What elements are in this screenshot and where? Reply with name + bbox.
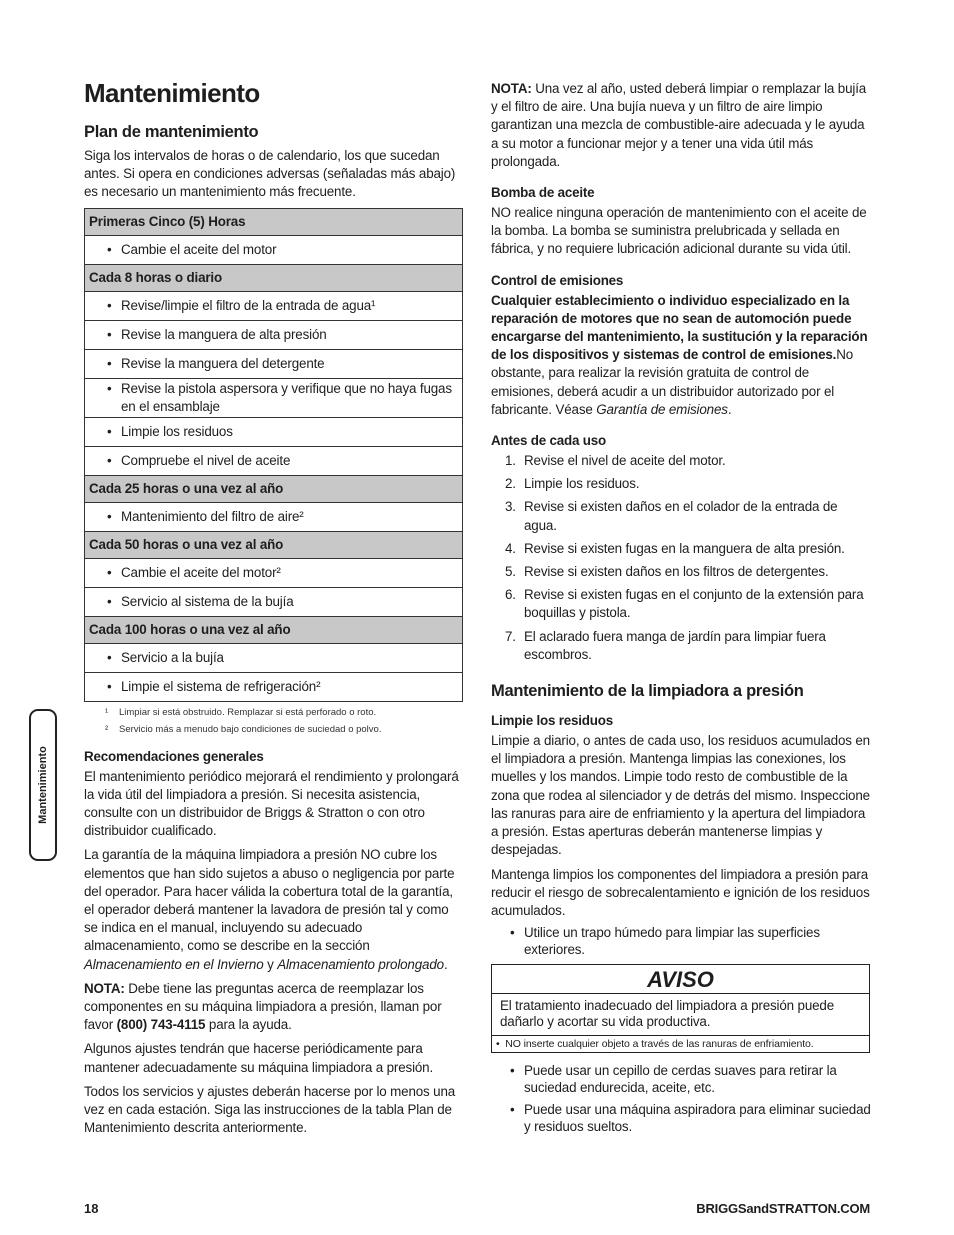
schedule-task-cell [85, 320, 463, 349]
bullet-text: Puede usar una máquina aspiradora para eliminar suciedad y residuos sueltos. [524, 1102, 871, 1135]
footnote-1 [84, 706, 464, 719]
step-text: Revise el nivel de aceite del motor. [524, 453, 726, 469]
annual-note-text: Una vez al año, usted deberá limpiar o remplazar la bujía y el filtro de aire. Una bujía nueva y un filtro de aire limpio garantizan una mezcla de combustible-aire adecuada y le ayuda a su motor a funcionar mejor y a tener una vida útil más prolongada. [491, 81, 867, 169]
debris-paragraph-1: Limpie a diario, o antes de cada uso, los residuos acumulados en el limpiadora a presión. Mantenga limpias las conexiones, los muelles y los mandos. Limpie todo resto de combustible de la zona que rodea al silenciador y de detrás del mismo. Inspeccione las ranuras para aire de enfriamiento y la apertura del limpiadora a presión. Estas aperturas deberán mantenerse limpias y despejadas. [491, 733, 870, 858]
schedule-task-cell [85, 587, 463, 616]
bullet-icon: • [107, 593, 112, 609]
bullet-text: Utilice un trapo húmedo para limpiar las superficies exteriores. [524, 925, 820, 958]
note-end-text: para la ayuda. [205, 1017, 292, 1033]
bullet-icon: • [496, 1038, 500, 1051]
pump-text: NO realice ninguna operación de mantenimiento con el aceite de la bomba. La bomba se suministra prelubricada y sellada en fábrica, y no requiere lubricación adicional durante su vida útil. [491, 205, 867, 257]
schedule-task: Cambie el aceite del motor² [121, 564, 281, 580]
list-item [491, 563, 871, 581]
footnote-text: Servicio más a menudo bajo condiciones de suciedad o polvo. [119, 723, 382, 735]
step-text: Revise si existen daños en los filtros de detergentes. [524, 564, 829, 580]
plan-intro: Siga los intervalos de horas o de calendario, los que sucedan antes. Si opera en condiciones adversas (señaladas más abajo) es necesario un mantenimiento más frecuente. [84, 148, 456, 200]
pump-heading: Bomba de aceite [491, 185, 595, 201]
schedule-task-cell [85, 349, 463, 378]
footnote-mark: ¹ [105, 706, 109, 718]
long-storage-reference: Almacenamiento prolongado [277, 956, 444, 972]
debris-heading: Limpie los residuos [491, 713, 613, 729]
bullet-icon: • [107, 380, 112, 396]
schedule-interval-row [85, 616, 463, 643]
bullet-icon: • [107, 423, 112, 439]
schedule-interval-row [85, 475, 463, 502]
schedule-task-cell [85, 558, 463, 587]
schedule-task-row [85, 349, 463, 378]
step-number: 1. [505, 453, 516, 469]
emissions-plain-text: No obstante, para realizar la revisión gratuita de control de emisiones, deberá acudir a un distribuidor autorizado por el fabricante. Véase [491, 347, 854, 417]
bullet-icon: • [107, 564, 112, 580]
list-item [491, 475, 871, 493]
before-use-heading: Antes de cada uso [491, 433, 606, 449]
schedule-interval-row [85, 208, 463, 235]
schedule-task-cell [85, 378, 463, 417]
note-text: Debe tiene las preguntas acerca de reemplazar los componentes en su máquina limpiadora a presión, llaman por favor [84, 980, 442, 1033]
section-side-tab [29, 709, 57, 861]
list-item [491, 628, 871, 664]
general-heading: Recomendaciones generales [84, 748, 264, 764]
general-paragraph-2 [84, 846, 464, 973]
schedule-interval-row [85, 531, 463, 558]
general-paragraph-4: Todos los servicios y ajustes deberán hacerse por lo menos una vez en cada estación. Siga las instrucciones de la tabla Plan de Mantenimiento descrita anteriormente. [84, 1083, 456, 1136]
bullet-icon: • [107, 326, 112, 342]
maintenance-schedule-table [84, 208, 463, 702]
step-number: 5. [505, 564, 516, 580]
bullet-icon: • [107, 297, 112, 313]
side-tab-label: Mantenimiento [37, 746, 49, 824]
cleaning-tips-list [491, 1062, 871, 1135]
note-label: NOTA: [84, 980, 125, 996]
phone-number: (800) 743-4115 [116, 1017, 206, 1033]
schedule-interval: Cada 100 horas o una vez al año [85, 616, 463, 643]
conjunction-text: y [263, 956, 278, 972]
schedule-interval: Cada 50 horas o una vez al año [85, 531, 463, 558]
step-number: 6. [505, 587, 516, 603]
schedule-task-cell [85, 672, 463, 701]
step-number: 3. [505, 499, 516, 515]
schedule-task-row [85, 502, 463, 531]
schedule-task-cell [85, 502, 463, 531]
schedule-task-row [85, 643, 463, 672]
general-note [84, 980, 464, 1035]
schedule-task: Revise la pistola aspersora y verifique que no haya fugas en el ensamblaje [121, 380, 452, 414]
step-text: Limpie los residuos. [524, 476, 640, 492]
footnote-2 [84, 723, 464, 736]
notice-text: El tratamiento inadecuado del limpiadora a presión puede dañarlo y acortar su vida productiva. [492, 994, 869, 1036]
schedule-task-row [85, 446, 463, 475]
step-number: 7. [505, 628, 516, 644]
footnote-text: Limpiar si está obstruido. Remplazar si está perforado o roto. [119, 706, 377, 718]
schedule-task: Limpie los residuos [121, 423, 233, 439]
left-column [84, 78, 464, 1137]
right-column [491, 80, 871, 1140]
debris-paragraph-2: Mantenga limpios los componentes del limpiadora a presión para reducir el riesgo de sobrecalentamiento e ignición de los residuos acumulados. [491, 866, 870, 918]
schedule-task: Cambie el aceite del motor [121, 241, 277, 257]
emissions-text [491, 292, 871, 419]
list-item [491, 540, 871, 558]
step-text: Revise si existen fugas en el conjunto de la extensión para boquillas y pistola. [524, 587, 864, 621]
cleaner-maintenance-heading: Mantenimiento de la limpiadora a presión [491, 682, 804, 701]
schedule-task-row [85, 587, 463, 616]
note-label: NOTA: [491, 81, 532, 96]
schedule-task: Revise la manguera del detergente [121, 355, 325, 371]
schedule-task-row [85, 672, 463, 701]
list-item [491, 498, 871, 534]
list-item [491, 452, 871, 470]
schedule-task-cell [85, 417, 463, 446]
list-item [491, 1062, 871, 1096]
schedule-task: Compruebe el nivel de aceite [121, 452, 291, 468]
general-paragraph-2-text: La garantía de la máquina limpiadora a presión NO cubre los elementos que han sido sujetos a abuso o negligencia por parte del operador. Para hacer válida la cobertura total de la garantía, el operador deberá mantener la lavadora de presión tal y como se indica en el manual, incluyendo su adecuado almacenamiento, como se describe en la sección [84, 847, 455, 954]
schedule-task-row [85, 235, 463, 264]
schedule-task-row [85, 320, 463, 349]
step-number: 2. [505, 476, 516, 492]
bullet-icon: • [107, 508, 112, 524]
plan-heading: Plan de mantenimiento [84, 123, 259, 141]
page-number: 18 [84, 1201, 99, 1216]
schedule-task: Limpie el sistema de refrigeración² [121, 678, 321, 694]
schedule-task-cell [85, 446, 463, 475]
schedule-task-cell [85, 291, 463, 320]
bullet-icon: • [510, 925, 515, 941]
notice-bullet-text: NO inserte cualquier objeto a través de las ranuras de enfriamiento. [505, 1038, 814, 1051]
schedule-interval: Primeras Cinco (5) Horas [85, 208, 463, 235]
emissions-bold-text: Cualquier establecimiento o individuo especializado en la reparación de motores que no sean de automoción puede encargarse del mantenimiento, la sustitución y la reparación de los dispositivos y sistemas de control de emisiones. [491, 292, 868, 363]
list-item [491, 924, 871, 958]
schedule-interval: Cada 8 horas o diario [85, 264, 463, 291]
general-paragraph-1: El mantenimiento periódico mejorará el rendimiento y prolongará la vida útil del limpiadora a presión. Si necesita asistencia, consulte con un distribuidor de Briggs & Stratton o con otro distribuidor cualificado. [84, 768, 459, 839]
emissions-warranty-reference: Garantía de emisiones [596, 401, 728, 417]
schedule-task-row [85, 558, 463, 587]
schedule-task-row [85, 291, 463, 320]
bullet-icon: • [510, 1063, 515, 1079]
bullet-text: Puede usar un cepillo de cerdas suaves para retirar la suciedad endurecida, aceite, etc. [524, 1063, 837, 1096]
step-text: Revise si existen daños en el colador de la entrada de agua. [524, 499, 838, 533]
bullet-icon: • [107, 241, 112, 257]
general-paragraph-3: Algunos ajustes tendrán que hacerse periódicamente para mantener adecuadamente su máquina limpiadora a presión. [84, 1041, 434, 1075]
annual-note [491, 80, 871, 171]
schedule-interval: Cada 25 horas o una vez al año [85, 475, 463, 502]
schedule-task-cell [85, 643, 463, 672]
notice-title: AVISO [492, 965, 869, 994]
list-item [491, 1101, 871, 1135]
schedule-task: Revise/limpie el filtro de la entrada de agua¹ [121, 297, 376, 313]
schedule-interval-row [85, 264, 463, 291]
step-text: El aclarado fuera manga de jardín para limpiar fuera escombros. [524, 628, 826, 662]
debris-bullet-list [491, 924, 871, 958]
page-title: Mantenimiento [84, 78, 260, 108]
schedule-task: Mantenimiento del filtro de aire² [121, 508, 304, 524]
schedule-task-row [85, 378, 463, 417]
bullet-icon: • [107, 649, 112, 665]
period-text: . [443, 956, 448, 972]
bullet-icon: • [107, 678, 112, 694]
notice-bullet [492, 1036, 869, 1052]
step-number: 4. [505, 540, 516, 556]
emissions-heading: Control de emisiones [491, 272, 624, 288]
period-text: . [727, 401, 732, 417]
bullet-icon: • [107, 452, 112, 468]
winter-storage-reference: Almacenamiento en el Invierno [84, 956, 264, 972]
schedule-task-cell [85, 235, 463, 264]
bullet-icon: • [107, 355, 112, 371]
bullet-icon: • [510, 1102, 515, 1118]
notice-box [491, 964, 870, 1053]
step-text: Revise si existen fugas en la manguera de alta presión. [524, 540, 845, 556]
list-item [491, 586, 871, 622]
schedule-task-row [85, 417, 463, 446]
website-url: BRIGGSandSTRATTON.COM [696, 1201, 870, 1216]
schedule-task: Servicio al sistema de la bujía [121, 593, 294, 609]
footnote-mark: ² [105, 723, 109, 735]
before-use-steps [491, 452, 871, 664]
schedule-task: Revise la manguera de alta presión [121, 326, 327, 342]
schedule-task: Servicio a la bujía [121, 649, 224, 665]
